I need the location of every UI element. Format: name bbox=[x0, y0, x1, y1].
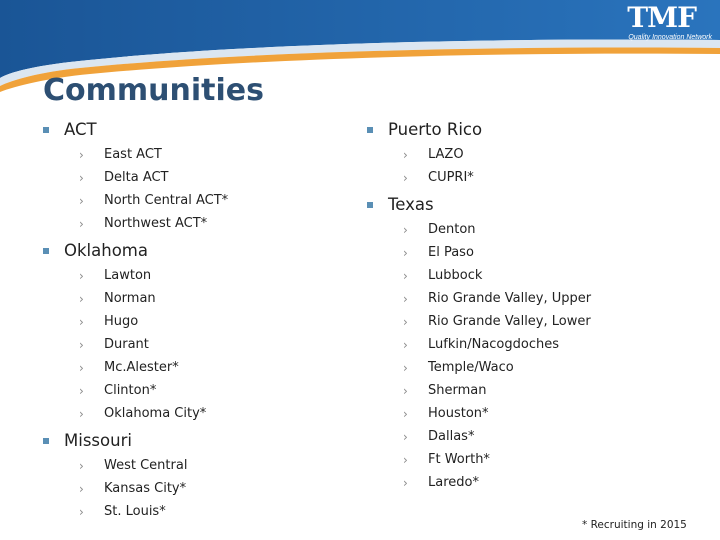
list-item bbox=[43, 264, 228, 287]
group-missouri bbox=[43, 429, 228, 523]
list-item-label: Denton bbox=[428, 222, 476, 237]
page-title: Communities bbox=[43, 73, 264, 108]
list-item-label: Laredo* bbox=[428, 475, 479, 490]
list-item bbox=[367, 379, 591, 402]
community-list bbox=[43, 454, 228, 523]
list-item bbox=[367, 402, 591, 425]
tmf-logo bbox=[627, 1, 712, 41]
community-list bbox=[367, 218, 591, 494]
group-oklahoma bbox=[43, 239, 228, 425]
list-item-label: Lufkin/Nacogdoches bbox=[428, 337, 559, 352]
footnote: * Recruiting in 2015 bbox=[582, 519, 687, 531]
chevron-right-icon: › bbox=[79, 170, 84, 185]
chevron-right-icon: › bbox=[79, 458, 84, 473]
community-list bbox=[43, 143, 228, 235]
list-item bbox=[43, 500, 228, 523]
list-item-label: Ft Worth* bbox=[428, 452, 490, 467]
list-item-label: Sherman bbox=[428, 383, 487, 398]
list-item-label: Rio Grande Valley, Lower bbox=[428, 314, 591, 329]
chevron-right-icon: › bbox=[403, 291, 408, 306]
list-item-label: Temple/Waco bbox=[428, 360, 514, 375]
group-heading bbox=[43, 429, 228, 452]
list-item-label: West Central bbox=[104, 458, 188, 473]
chevron-right-icon: › bbox=[403, 245, 408, 260]
chevron-right-icon: › bbox=[403, 475, 408, 490]
list-item-label: Delta ACT bbox=[104, 170, 169, 185]
group-heading bbox=[43, 118, 228, 141]
chevron-right-icon: › bbox=[403, 452, 408, 467]
list-item-label: Durant bbox=[104, 337, 149, 352]
list-item-label: Rio Grande Valley, Upper bbox=[428, 291, 592, 306]
group-heading bbox=[367, 193, 591, 216]
list-item bbox=[43, 477, 228, 500]
chevron-right-icon: › bbox=[79, 216, 84, 231]
list-item-label: North Central ACT* bbox=[104, 193, 229, 208]
chevron-right-icon: › bbox=[403, 147, 408, 162]
list-item-label: Mc.Alester* bbox=[104, 360, 179, 375]
list-item-label: East ACT bbox=[104, 147, 162, 162]
list-item bbox=[367, 425, 591, 448]
list-item bbox=[367, 218, 591, 241]
list-item-label: El Paso bbox=[428, 245, 474, 260]
list-item bbox=[43, 189, 228, 212]
chevron-right-icon: › bbox=[403, 170, 408, 185]
list-item bbox=[43, 356, 228, 379]
group-name: Texas bbox=[388, 195, 434, 214]
list-item-label: St. Louis* bbox=[104, 504, 166, 519]
right-column bbox=[367, 118, 591, 494]
group-heading bbox=[43, 239, 228, 262]
chevron-right-icon: › bbox=[403, 337, 408, 352]
group-name: Puerto Rico bbox=[388, 120, 483, 139]
list-item bbox=[367, 241, 591, 264]
list-item bbox=[43, 310, 228, 333]
list-item-label: Lubbock bbox=[428, 268, 483, 283]
list-item-label: Dallas* bbox=[428, 429, 475, 444]
community-list bbox=[367, 143, 591, 189]
chevron-right-icon: › bbox=[403, 383, 408, 398]
square-bullet-icon bbox=[367, 202, 373, 208]
chevron-right-icon: › bbox=[403, 429, 408, 444]
chevron-right-icon: › bbox=[403, 314, 408, 329]
list-item bbox=[43, 212, 228, 235]
chevron-right-icon: › bbox=[79, 193, 84, 208]
chevron-right-icon: › bbox=[403, 268, 408, 283]
group-act bbox=[43, 118, 228, 235]
logo-tagline: Quality Innovation Network bbox=[628, 34, 712, 41]
square-bullet-icon bbox=[43, 438, 49, 444]
list-item bbox=[367, 310, 591, 333]
chevron-right-icon: › bbox=[403, 360, 408, 375]
list-item-label: CUPRI* bbox=[428, 170, 474, 185]
chevron-right-icon: › bbox=[79, 314, 84, 329]
chevron-right-icon: › bbox=[79, 504, 84, 519]
list-item-label: LAZO bbox=[428, 147, 464, 162]
list-item bbox=[43, 379, 228, 402]
chevron-right-icon: › bbox=[79, 383, 84, 398]
list-item bbox=[43, 143, 228, 166]
list-item bbox=[367, 356, 591, 379]
group-name: Oklahoma bbox=[64, 241, 148, 260]
group-texas bbox=[367, 193, 591, 494]
list-item bbox=[367, 448, 591, 471]
group-name: ACT bbox=[64, 120, 97, 139]
list-item bbox=[367, 333, 591, 356]
logo-mark: TMF bbox=[627, 1, 696, 34]
chevron-right-icon: › bbox=[79, 406, 84, 421]
group-puerto-rico bbox=[367, 118, 591, 189]
list-item bbox=[43, 166, 228, 189]
list-item bbox=[367, 471, 591, 494]
list-item bbox=[43, 287, 228, 310]
chevron-right-icon: › bbox=[403, 222, 408, 237]
chevron-right-icon: › bbox=[79, 291, 84, 306]
list-item bbox=[43, 454, 228, 477]
list-item bbox=[43, 402, 228, 425]
list-item-label: Lawton bbox=[104, 268, 152, 283]
list-item-label: Hugo bbox=[104, 314, 139, 329]
square-bullet-icon bbox=[43, 127, 49, 133]
list-item bbox=[367, 287, 591, 310]
chevron-right-icon: › bbox=[79, 268, 84, 283]
list-item-label: Kansas City* bbox=[104, 481, 187, 496]
list-item-label: Clinton* bbox=[104, 383, 157, 398]
list-item-label: Houston* bbox=[428, 406, 489, 421]
chevron-right-icon: › bbox=[79, 337, 84, 352]
square-bullet-icon bbox=[367, 127, 373, 133]
chevron-right-icon: › bbox=[403, 406, 408, 421]
left-column bbox=[43, 118, 228, 523]
group-name: Missouri bbox=[64, 431, 132, 450]
chevron-right-icon: › bbox=[79, 147, 84, 162]
list-item bbox=[367, 166, 591, 189]
chevron-right-icon: › bbox=[79, 360, 84, 375]
group-heading bbox=[367, 118, 591, 141]
list-item-label: Northwest ACT* bbox=[104, 216, 208, 231]
community-list bbox=[43, 264, 228, 425]
square-bullet-icon bbox=[43, 248, 49, 254]
list-item-label: Norman bbox=[104, 291, 156, 306]
list-item bbox=[43, 333, 228, 356]
chevron-right-icon: › bbox=[79, 481, 84, 496]
list-item-label: Oklahoma City* bbox=[104, 406, 207, 421]
list-item bbox=[367, 264, 591, 287]
list-item bbox=[367, 143, 591, 166]
